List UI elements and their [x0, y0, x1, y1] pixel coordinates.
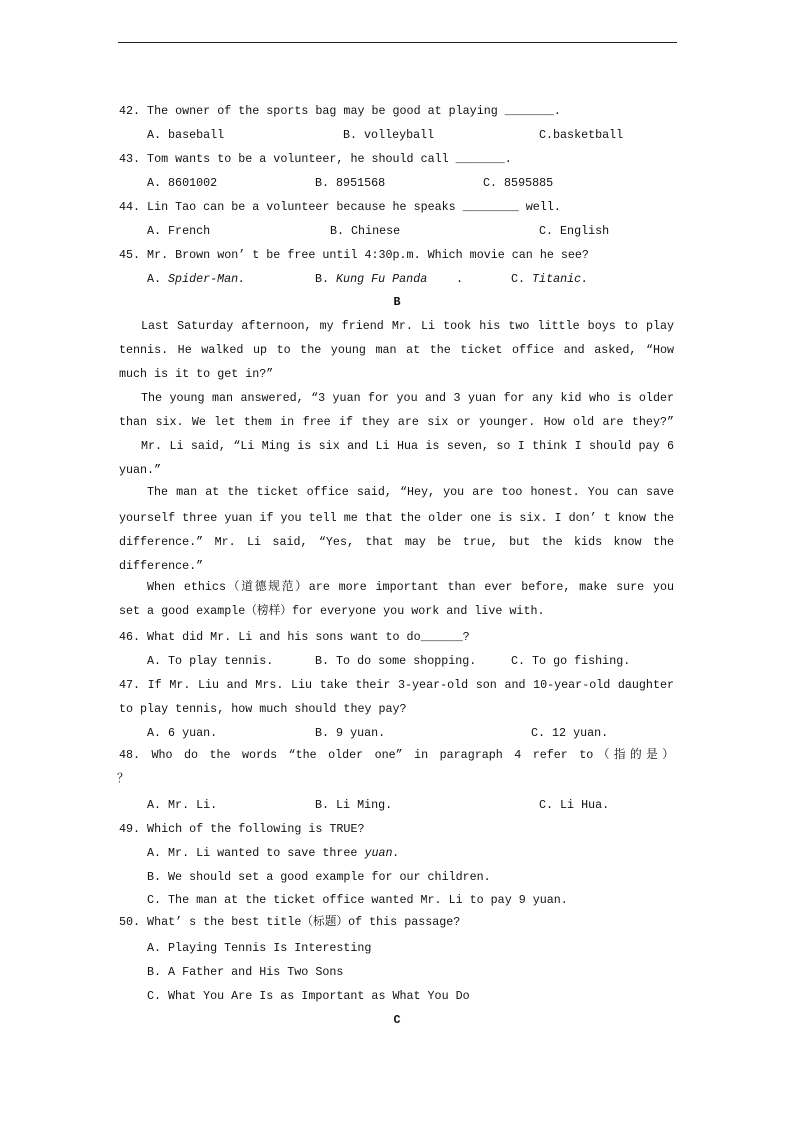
- q44-option-b: B. Chinese: [330, 224, 401, 238]
- passage-line: When ethics（道德规范）are more important than ever before, make sure you: [147, 580, 674, 594]
- q48-stem: 48. Who do the words “the older one” in paragraph 4 refer to（指的是）: [119, 748, 674, 762]
- passage-line: tennis. He walked up to the young man at the ticket office and asked, “How: [119, 343, 674, 357]
- q50-option-b: B. A Father and His Two Sons: [147, 965, 344, 979]
- q49-option-c: C. The man at the ticket office wanted Mr. Li to pay 9 yuan.: [147, 893, 568, 907]
- q44-stem: 44. Lin Tao can be a volunteer because he speaks ________ well.: [119, 200, 561, 214]
- q42-option-c: C.basketball: [539, 128, 624, 142]
- q50-stem: 50. What’ s the best title（标题）of this passage?: [119, 915, 461, 929]
- passage-line: difference.” Mr. Li said, “Yes, that may be true, but the kids know the: [119, 535, 674, 549]
- passage-line: than six. We let them in free if they are six or younger. How old are they?”: [119, 415, 674, 429]
- section-c-heading: C: [393, 1013, 401, 1027]
- q50-option-c: C. What You Are Is as Important as What You Do: [147, 989, 470, 1003]
- q50-option-a: A. Playing Tennis Is Interesting: [147, 941, 372, 955]
- q47-stem-cont: to play tennis, how much should they pay?: [119, 702, 407, 716]
- q44-option-c: C. English: [539, 224, 610, 238]
- q47-option-a: A. 6 yuan.: [147, 726, 218, 740]
- passage-line: set a good example（榜样）for everyone you work and live with.: [119, 604, 545, 618]
- q47-option-c: C. 12 yuan.: [531, 726, 609, 740]
- passage-line: The man at the ticket office said, “Hey, you are too honest. You can save: [147, 485, 674, 499]
- section-b-heading: B: [393, 295, 401, 309]
- q45-option-b-dot: .: [456, 272, 464, 286]
- q42-option-a: A. baseball: [147, 128, 225, 142]
- passage-line: Last Saturday afternoon, my friend Mr. Li took his two little boys to play: [141, 319, 674, 333]
- passage-line: difference.”: [119, 559, 204, 573]
- q43-option-a: A. 8601002: [147, 176, 218, 190]
- q46-option-a: A. To play tennis.: [147, 654, 274, 668]
- q46-option-c: C. To go fishing.: [511, 654, 631, 668]
- q44-option-a: A. French: [147, 224, 211, 238]
- passage-line: much is it to get in?”: [119, 367, 274, 381]
- q43-option-c: C. 8595885: [483, 176, 554, 190]
- q42-stem: 42. The owner of the sports bag may be good at playing _______.: [119, 104, 561, 118]
- q49-option-a: A. Mr. Li wanted to save three yuan.: [147, 846, 400, 860]
- passage-line: yuan.”: [119, 463, 162, 477]
- passage-line: yourself three yuan if you tell me that the older one is six. I don’ t know the: [119, 511, 674, 525]
- q48-option-a: A. Mr. Li.: [147, 798, 218, 812]
- q47-stem: 47. If Mr. Liu and Mrs. Liu take their 3-year-old son and 10-year-old daughter: [119, 678, 674, 692]
- passage-line: The young man answered, “3 yuan for you and 3 yuan for any kid who is older: [141, 391, 674, 405]
- q46-stem: 46. What did Mr. Li and his sons want to do______?: [119, 630, 470, 644]
- q45-option-b: B. Kung Fu Panda: [315, 272, 428, 286]
- q45-option-c: C. Titanic.: [511, 272, 589, 286]
- q49-option-b: B. We should set a good example for our children.: [147, 870, 491, 884]
- q45-stem: 45. Mr. Brown won’ t be free until 4:30p.m. Which movie can he see?: [119, 248, 589, 262]
- q48-stem-cont: ？: [117, 772, 129, 786]
- q43-option-b: B. 8951568: [315, 176, 386, 190]
- q48-option-b: B. Li Ming.: [315, 798, 393, 812]
- q48-option-c: C. Li Hua.: [539, 798, 610, 812]
- passage-line: Mr. Li said, “Li Ming is six and Li Hua is seven, so I think I should pay 6: [141, 439, 674, 453]
- q45-option-a: A. Spider-Man.: [147, 272, 246, 286]
- q49-stem: 49. Which of the following is TRUE?: [119, 822, 365, 836]
- q46-option-b: B. To do some shopping.: [315, 654, 477, 668]
- q43-stem: 43. Tom wants to be a volunteer, he should call _______.: [119, 152, 512, 166]
- q42-option-b: B. volleyball: [343, 128, 435, 142]
- header-rule: [118, 42, 677, 43]
- q47-option-b: B. 9 yuan.: [315, 726, 386, 740]
